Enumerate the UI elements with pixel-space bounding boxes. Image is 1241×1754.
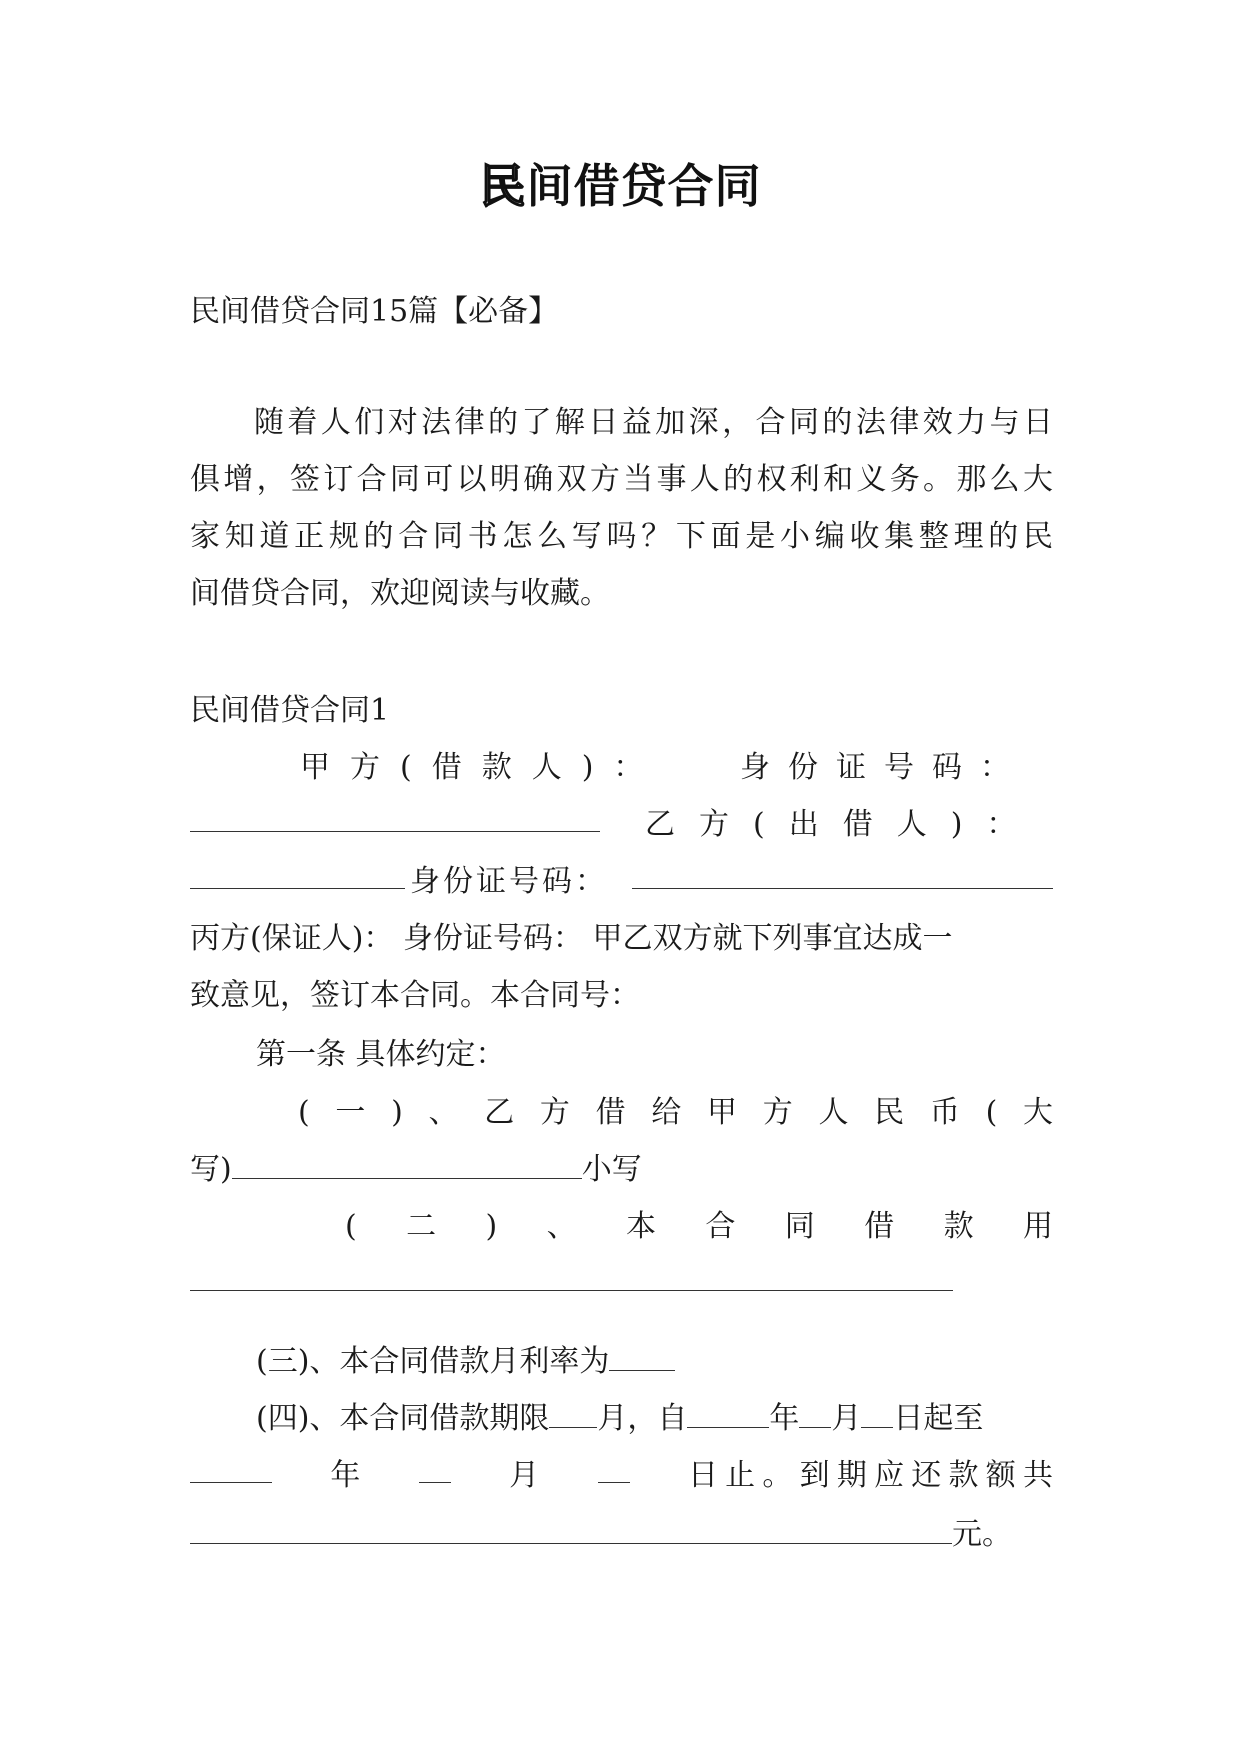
item-1-line-2 — [190, 1150, 1053, 1190]
page-title — [0, 150, 1241, 216]
end-year-blank — [190, 1456, 272, 1483]
end-month-blank — [419, 1456, 451, 1483]
item-1-line-1: (一)、乙方借给甲方人民币(大 — [298, 1095, 1053, 1130]
item-4-line-3 — [190, 1515, 1053, 1555]
party-c-line: 丙方(保证人)： 身份证号码： 甲乙双方就下列事宜达成一 — [190, 921, 953, 956]
item-3-text: (三)、本合同借款月利率为 — [256, 1344, 610, 1379]
item-4-text: (四)、本合同借款期限 — [256, 1401, 550, 1436]
item-2-line-1: (二)、本合同借款用 — [345, 1209, 1053, 1244]
party-b-id-blank — [632, 862, 1053, 889]
id-number-label-b: 身份证号码： — [410, 864, 608, 899]
title-first-char: 民 — [479, 159, 527, 213]
interest-rate-blank — [609, 1344, 675, 1371]
intro-line-4: 间借贷合同，欢迎阅读与收藏。 — [190, 576, 610, 611]
section-heading: 民间借贷合同1 — [190, 693, 390, 728]
item-1-prefix: 写) — [190, 1152, 232, 1187]
repayment-amount-blank — [190, 1517, 952, 1544]
item-4-year: 年 — [769, 1401, 800, 1436]
intro-line-1: 随着人们对法律的了解日益加深，合同的法律效力与日 — [254, 405, 1053, 440]
item-4-yuan: 元。 — [952, 1517, 1012, 1552]
start-day-blank — [861, 1401, 893, 1428]
item-4-until: 日起至 — [893, 1401, 984, 1436]
amount-uppercase-blank — [232, 1152, 582, 1179]
title-rest: 间借贷合同 — [526, 159, 762, 213]
item-4-end-month: 月 — [509, 1458, 540, 1493]
intro-line-2: 俱增，签订合同可以明确双方当事人的权利和义务。那么大 — [190, 462, 1053, 497]
article-1-heading: 第一条 具体约定： — [256, 1037, 506, 1072]
item-3-line — [256, 1342, 1053, 1382]
party-a-id-blank — [190, 805, 600, 832]
item-1-lowercase-label: 小写 — [581, 1152, 642, 1187]
item-4-end-day: 日止。到期应还款额共 — [687, 1458, 1053, 1493]
start-month-blank — [799, 1401, 831, 1428]
start-year-blank — [687, 1401, 769, 1428]
party-b-name-blank — [190, 862, 405, 889]
item-4-from: 月，自 — [597, 1401, 688, 1436]
subtitle: 民间借贷合同15篇【必备】 — [190, 294, 559, 329]
item-4-month: 月 — [831, 1401, 862, 1436]
term-months-blank — [549, 1401, 597, 1428]
agreement-line: 致意见，签订本合同。本合同号： — [190, 978, 640, 1013]
party-b-label: 乙方(出借人)： — [645, 807, 1041, 842]
id-number-label-a: 身份证号码： — [740, 750, 1028, 785]
item-4-end-year: 年 — [330, 1458, 361, 1493]
party-a-label: 甲方(借款人)： — [300, 750, 664, 785]
end-day-blank — [598, 1456, 630, 1483]
loan-purpose-blank — [190, 1264, 953, 1291]
intro-line-3: 家知道正规的合同书怎么写吗？下面是小编收集整理的民 — [190, 519, 1053, 554]
item-4-line-1 — [256, 1399, 1053, 1439]
item-4-line-2 — [190, 1456, 1053, 1496]
